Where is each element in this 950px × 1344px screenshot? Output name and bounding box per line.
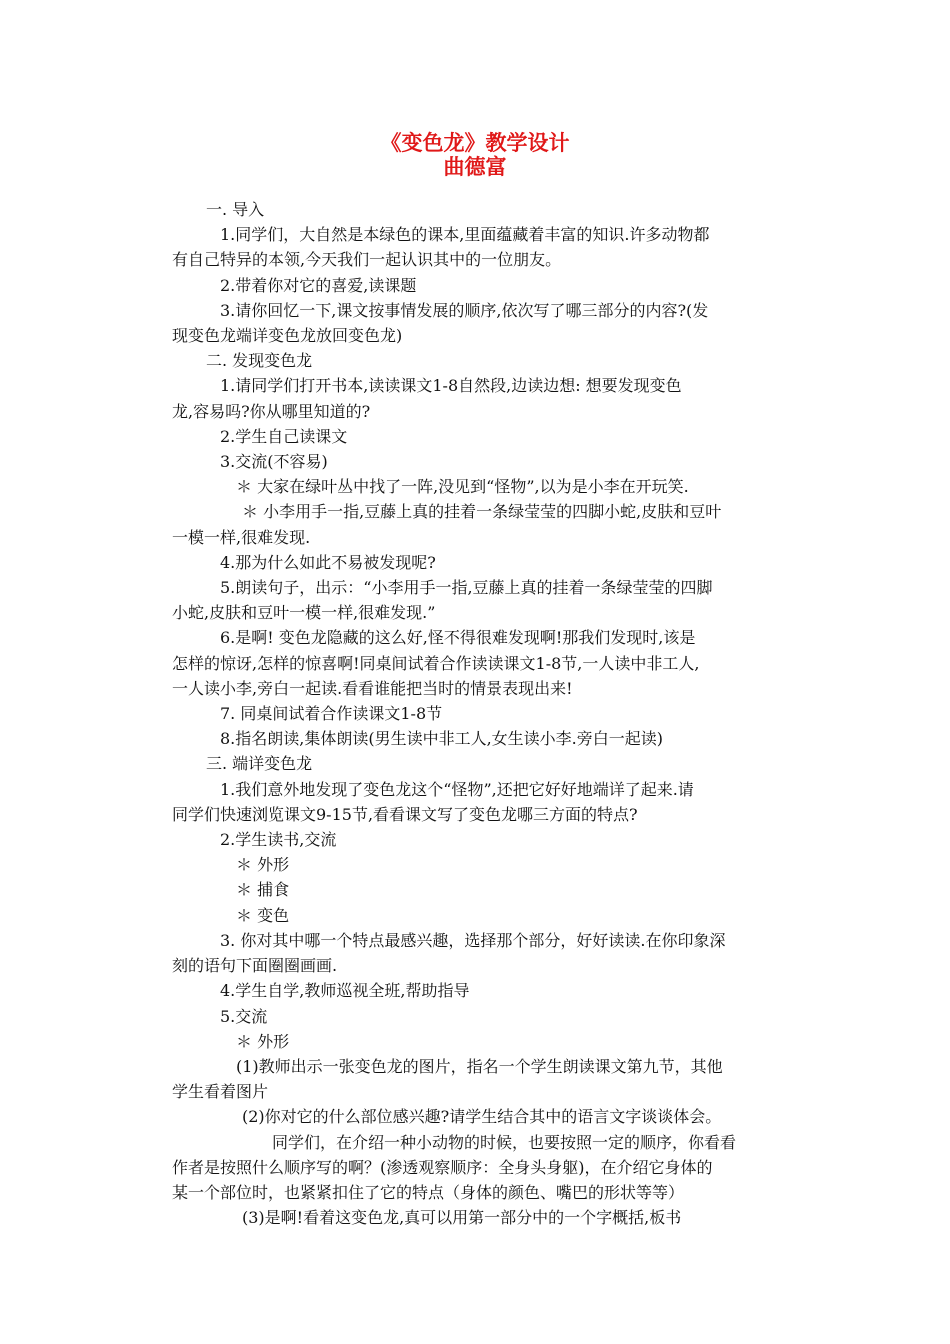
text-line: 1.请同学们打开书本,读读课文1-8自然段,边读边想: 想要发现变色 (220, 376, 682, 396)
text-line: 5.交流 (220, 1006, 268, 1026)
text-line: 4.那为什么如此不易被发现呢? (220, 552, 436, 572)
text-line: 刻的语句下面圈圈画画. (172, 956, 338, 976)
text-line: 龙,容易吗?你从哪里知道的? (172, 401, 371, 421)
text-line: 4.学生自学,教师巡视全班,帮助指导 (220, 981, 470, 1001)
text-line: (3)是啊!看着这变色龙,真可以用第一部分中的一个字概括,板书 (242, 1208, 682, 1228)
text-line: 5.朗读句子，出示：“小李用手一指,豆藤上真的挂着一条绿莹莹的四脚 (220, 578, 713, 598)
text-line: 2.学生自己读课文 (220, 426, 348, 446)
text-line: 某一个部位时，也紧紧扣住了它的特点（身体的颜色、嘴巴的形状等等） (172, 1182, 685, 1202)
text-line: ＊ 小李用手一指,豆藤上真的挂着一条绿莹莹的四脚小蛇,皮肤和豆叶 (242, 502, 722, 522)
text-line: 3.交流(不容易) (220, 452, 328, 472)
text-line: 现变色龙端详变色龙放回变色龙) (172, 326, 403, 346)
text-line: 2.学生读书,交流 (220, 830, 337, 850)
text-line: 8.指名朗读,集体朗读(男生读中非工人,女生读小李.旁白一起读) (220, 729, 664, 749)
text-line: ＊ 变色 (236, 905, 290, 925)
text-line: 作者是按照什么顺序写的啊？(渗透观察顺序：全身头身躯)，在介绍它身体的 (172, 1157, 713, 1177)
text-line: 7. 同桌间试着合作读课文1-8节 (220, 704, 443, 724)
text-line: 二. 发现变色龙 (206, 351, 313, 371)
text-line: 学生看着图片 (172, 1082, 269, 1102)
text-line: ＊ 大家在绿叶丛中找了一阵,没见到“怪物”,以为是小李在开玩笑. (236, 477, 689, 497)
text-line: ＊ 捕食 (236, 880, 290, 900)
document-author: 曲德富 (443, 155, 507, 179)
text-line: 一人读小李,旁白一起读.看看谁能把当时的情景表现出来! (172, 678, 573, 698)
text-line: 同学们快速浏览课文9-15节,看看课文写了变色龙哪三方面的特点? (172, 804, 638, 824)
text-line: 小蛇,皮肤和豆叶一模一样,很难发现.” (172, 603, 436, 623)
text-line: 3. 你对其中哪一个特点最感兴趣，选择那个部分，好好读读.在你印象深 (220, 930, 726, 950)
text-line: 有自己特异的本领,今天我们一起认识其中的一位朋友。 (172, 250, 562, 270)
text-line: (2)你对它的什么部位感兴趣?请学生结合其中的语言文字谈谈体会。 (242, 1107, 722, 1127)
text-line: ＊ 外形 (236, 855, 290, 875)
text-line: ＊ 外形 (236, 1031, 290, 1051)
text-line: 2.带着你对它的喜爱,读课题 (220, 275, 417, 295)
text-line: 一. 导入 (206, 200, 265, 219)
text-line: 怎样的惊讶,怎样的惊喜啊!同桌间试着合作读读课文1-8节,一人读中非工人, (172, 653, 700, 673)
document-title: 《变色龙》教学设计 (380, 131, 570, 155)
text-line: 1.我们意外地发现了变色龙这个“怪物”,还把它好好地端详了起来.请 (220, 779, 694, 799)
text-line: 6.是啊! 变色龙隐藏的这么好,怪不得很难发现啊!那我们发现时,该是 (220, 628, 696, 648)
text-line: (1)教师出示一张变色龙的图片，指名一个学生朗读课文第九节，其他 (236, 1056, 723, 1076)
text-line: 1.同学们，大自然是本绿色的课本,里面蕴藏着丰富的知识.许多动物都 (220, 225, 710, 245)
text-line: 三. 端详变色龙 (206, 754, 313, 774)
text-line: 3.请你回忆一下,课文按事情发展的顺序,依次写了哪三部分的内容?(发 (220, 300, 709, 320)
text-line: 一模一样,很难发现. (172, 527, 311, 547)
text-line: 同学们，在介绍一种小动物的时候，也要按照一定的顺序，你看看 (272, 1132, 737, 1152)
document-body (172, 197, 778, 1230)
